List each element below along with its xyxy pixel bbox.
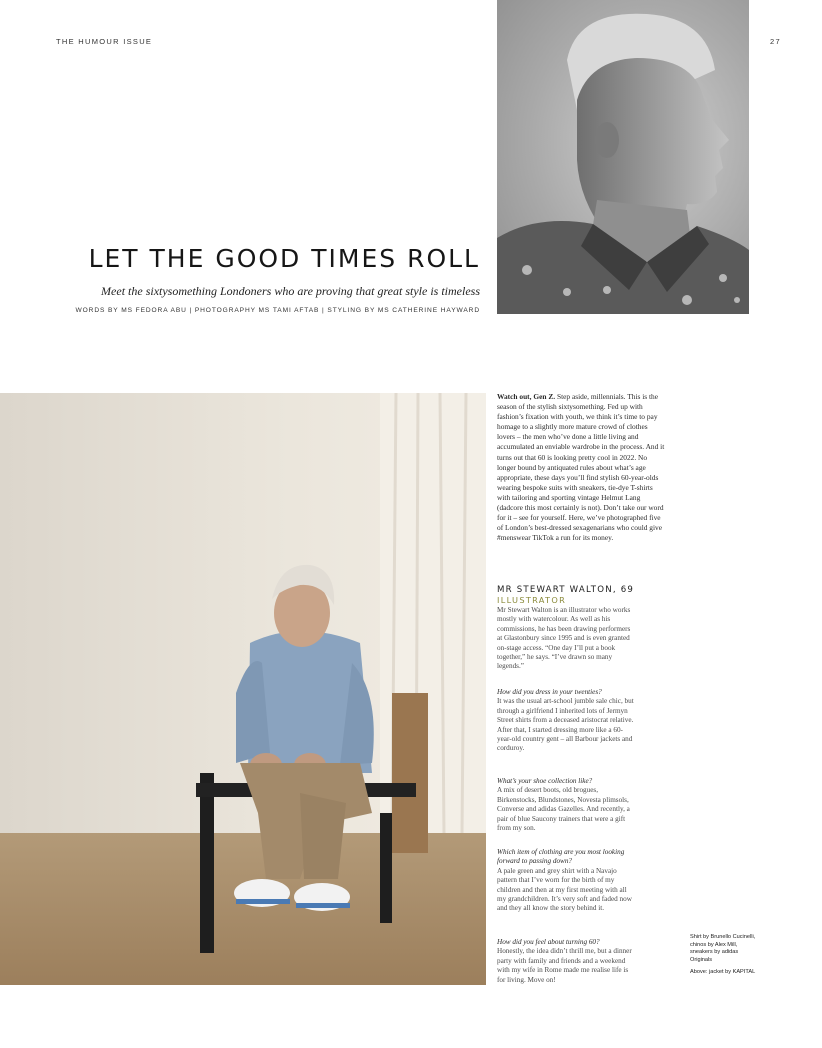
headline: LET THE GOOD TIMES ROLL	[88, 244, 480, 273]
qa-block	[497, 688, 637, 754]
qa-question: What’s your shoe collection like?	[497, 777, 593, 785]
portrait-photo	[497, 0, 749, 314]
qa-block	[497, 848, 637, 914]
intro-paragraph	[497, 392, 667, 543]
credits-line: WORDS BY MS FEDORA ABU | PHOTOGRAPHY MS TAMI AFTAB | STYLING BY MS CATHERINE HAYWARD	[75, 307, 480, 314]
photo-caption-above: Above: jacket by KAPITAL	[690, 969, 756, 975]
qa-answer: Honestly, the idea didn’t thrill me, but a dinner party with family and friends and a weekend with my wife in Rome made me realise life is for living. Move on!	[497, 947, 632, 984]
standfirst: Meet the sixtysomething Londoners who are proving that great style is timeless	[101, 284, 480, 298]
qa-question: Which item of clothing are you most looking forward to passing down?	[497, 848, 625, 866]
qa-question: How did you feel about turning 60?	[497, 938, 600, 946]
intro-lead: Watch out, Gen Z.	[497, 392, 556, 401]
qa-answer: A mix of desert boots, old brogues, Birkenstocks, Blundstones, Novesta plimsols, Converse and adidas Gazelles. And recently, a pair of blue Saucony trainers that were a gift from my son.	[497, 786, 630, 833]
profile-role: ILLUSTRATOR	[497, 595, 567, 605]
profile-bio-text: Mr Stewart Walton is an illustrator who works mostly with watercolour. As well as his commissions, he has been drawing performers at Glastonbury since 1995 and is even granted on-stage access. “One day I’ll put a book together,” he says. “I’ve drawn so many legends.”	[497, 606, 631, 671]
photo-caption-main: Shirt by Brunello Cucinelli, chinos by Alex Mill, sneakers by adidas Originals	[690, 934, 756, 963]
qa-answer: It was the usual art-school jumble sale chic, but through a girlfriend I inherited lots of Jermyn Street shirts from a deceased aristocrat relative. After that, I started dressing more like a 60-year-old country gent – all Barbour jackets and corduroy.	[497, 697, 634, 753]
running-head-issue: THE HUMOUR ISSUE	[56, 37, 153, 46]
qa-block	[497, 777, 637, 833]
qa-answer: A pale green and grey shirt with a Navajo pattern that I’ve worn for the birth of my children and then at my first meeting with all my grandchildren. It’s very soft and faded now and they all know the story behind it.	[497, 866, 632, 913]
main-photo	[0, 393, 486, 985]
qa-question: How did you dress in your twenties?	[497, 688, 602, 696]
intro-body: Step aside, millennials. This is the season of the stylish sixtysomething. Fed up with fashion’s fixation with youth, we think it’s time to pay homage to a slightly more mature crowd of clothes lovers – the men who’ve done a little living and accumulated an enviable wardrobe in the process. And it turns out that 60 is looking pretty cool in 2022. No longer bound by antiquated rules about what’s age appropriate, these days you’ll find stylish 60-year-olds wearing bespoke suits with sneakers, tie-dye T-shirts with tailoring and sporting vintage Helmut Lang (dadcore this most certainly is not). Don’t take our word for it – see for yourself. Here, we’ve photographed five of London’s best-dressed sexagenarians who could give #menswear TikTok a run for its money.	[497, 392, 665, 543]
profile-bio	[497, 606, 637, 672]
profile-name: MR STEWART WALTON, 69	[497, 585, 635, 595]
qa-block	[497, 938, 637, 985]
page-number: 27	[770, 37, 781, 46]
